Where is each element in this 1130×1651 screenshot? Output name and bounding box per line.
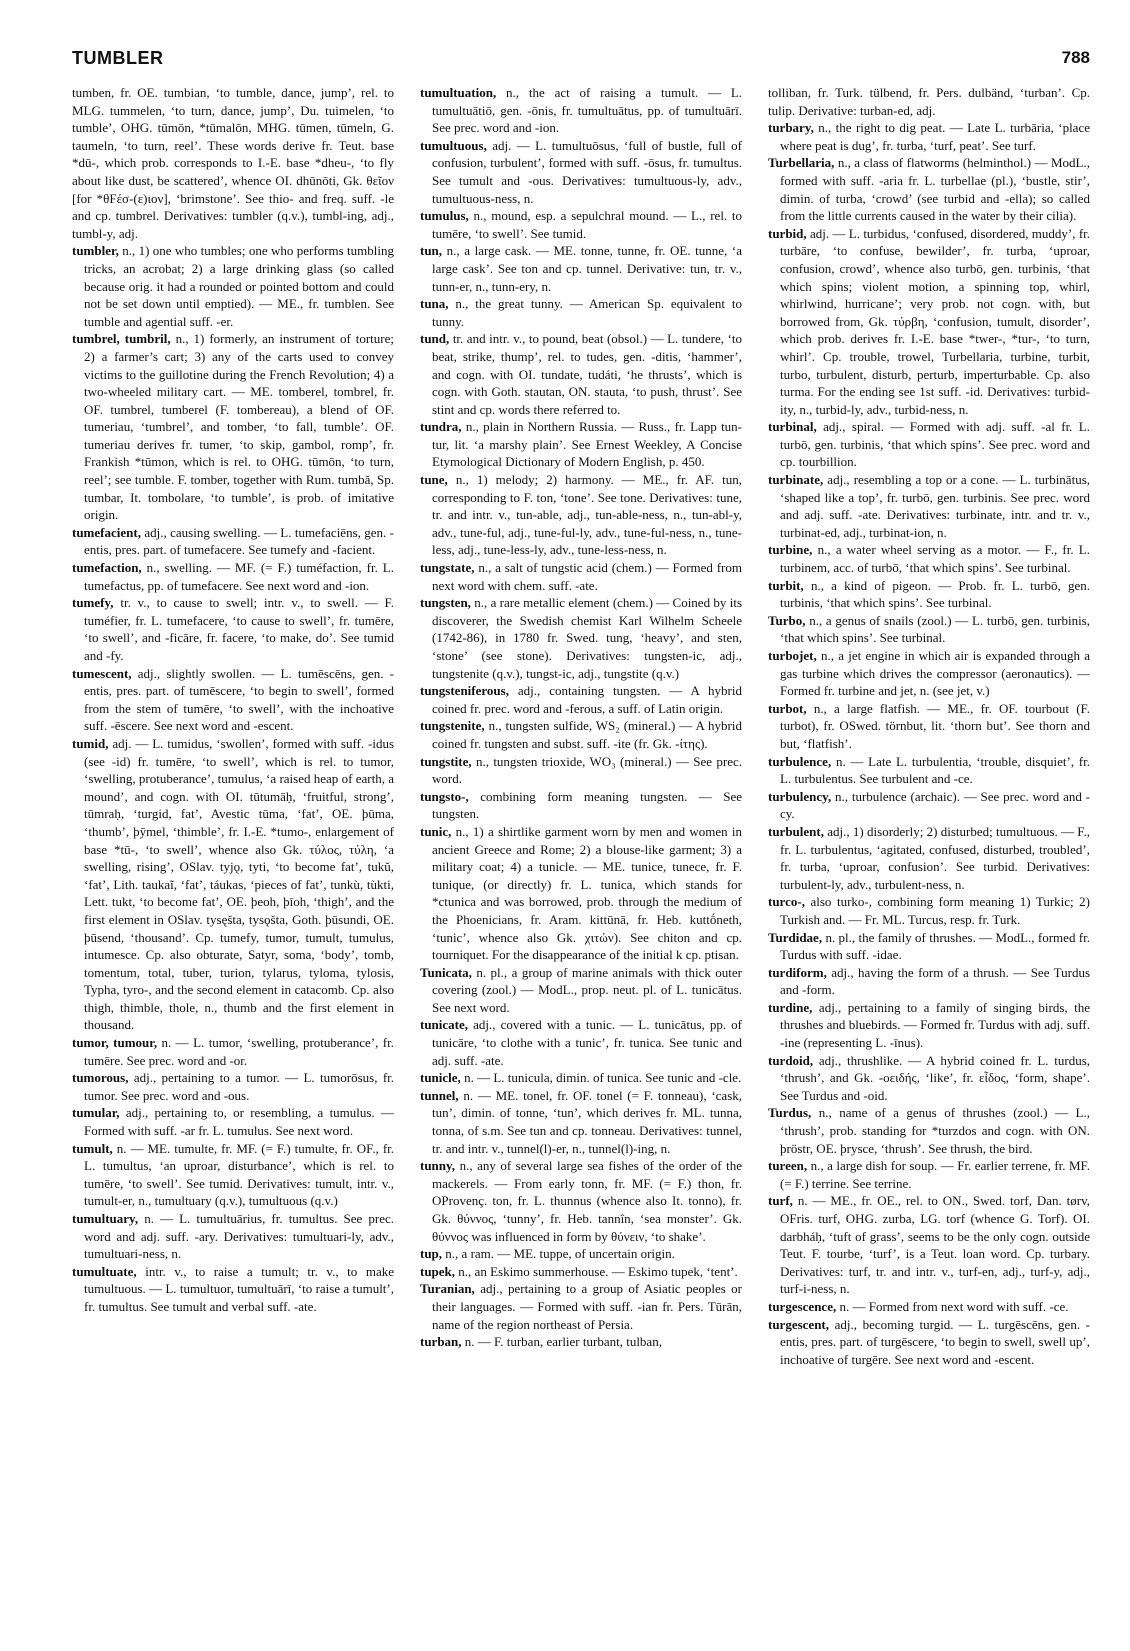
dictionary-entry (72, 1210, 394, 1263)
dictionary-entry (420, 594, 742, 682)
dictionary-entry (768, 1192, 1090, 1298)
entry-text: adj., causing swelling. — L. tumefaciēns, gen. -entis, pres. part. of tumefacere. See tumefy and -facient. (84, 524, 394, 558)
entry-headword: tumult, (72, 1140, 113, 1156)
entry-headword: tumid, (72, 735, 109, 751)
entry-headword: tunicate, (420, 1017, 469, 1033)
entry-headword: tunnel, (420, 1087, 459, 1103)
entry-text: n. pl., a group of marine animals with thick outer covering (zool.) — ModL., prop. neut. pl. of L. tunicātus. See next word. (432, 964, 742, 1015)
entry-headword: tumulus, (420, 208, 469, 224)
entry-headword: turco-, (768, 894, 805, 910)
entry-text: n., an Eskimo summerhouse. — Eskimo tupek, ‘tent’. (458, 1263, 738, 1279)
dictionary-entry (768, 999, 1090, 1052)
dictionary-entry (768, 541, 1090, 576)
entry-headword: turbit, (768, 577, 804, 593)
entry-text: adj. — L. tumidus, ‘swollen’, formed with suff. -idus (see -id) fr. tumēre, ‘to swell’, which is rel. to tumor, ‘swelling, protuberance’, tumulus, ‘a raised heap of earth, a mound’, and cogn. with OI. tūtumāḥ, ‘fruitful, strong’, tūmraḥ, ‘turgid, fat’, Avestic tūma, ‘fat’, OE. þūma, ‘thumb’, þȳmel, ‘thimble’, fr. I.-E. *tumo-, enlargement of base *tū-, ‘to swell’, whence also Gk. τύλος, τύλη, ‘a swelling, rising’, OSlav. tyjǫ, tyti, ‘to become fat’, tukŭ, ‘fat’, Lith. taukaĩ, ‘fat’, táukas, ‘pieces of fat’, tunkù, tùkti, Lett. tukt, ‘to become fat’, OE. þeoh, þīoh, ‘thigh’, and the first element in OSlav. tysęšta, tysǫšta, Goth. þūsundi, OE. þūsend, ‘thousand’. Cp. tumefy, tumor, tumult, tumulus, intumesce. Cp. also obturate, Satyr, soma, ‘body’, tomb, tomentum, total, tuber, turion, tylarus, tyloma, tylosis, Typha, tyro-, and the second element in catacomb. Cp. also thigh, thimble, thole, n., thumb and the first element in thousand. (84, 735, 394, 1033)
entry-headword: tumefaction, (72, 560, 142, 576)
entry-headword: turf, (768, 1193, 793, 1209)
entry-text: n., a large dish for soup. — Fr. earlier terrene, fr. MF. (= F.) terrine. See terrine. (780, 1158, 1090, 1191)
column-middle (420, 84, 742, 1644)
entry-headword: Turbellaria, (768, 155, 835, 171)
entry-headword: tumescent, (72, 665, 132, 681)
entry-text: adj., containing tungsten. — A hybrid coined fr. prec. word and -ferous, a suff. of Latin origin. (432, 683, 742, 716)
entry-text: n., mound, esp. a sepulchral mound. — L., rel. to tumēre, ‘to swell’. See tumid. (432, 208, 742, 241)
entry-text: n., 1) melody; 2) harmony. — ME., fr. AF. tun, corresponding to F. ton, ‘tone’. See tone. Derivatives: tune, tr. and intr. v., tun-able, adj., tun-able-ness, n., tun-abl-y, adv., tune-ful, adj., tune-ful-ly, adv., tune-ful-ness, n., tune-less, adj., tune-less-ly, adv., tune-less-ness, n. (432, 472, 742, 558)
entry-headword: tumultuate, (72, 1263, 137, 1279)
dictionary-entry (768, 154, 1090, 224)
entry-text: n. — Late L. turbulentia, ‘trouble, disquiet’, fr. L. turbulentus. See turbulent and -ce. (780, 753, 1090, 787)
entry-headword: tuna, (420, 296, 449, 312)
dictionary-entry (72, 330, 394, 524)
dictionary-entry (768, 1052, 1090, 1105)
entry-text: combining form meaning tungsten. — See tungsten. (432, 788, 742, 822)
entry-headword: tup, (420, 1246, 443, 1262)
entry-headword: Turanian, (420, 1281, 475, 1297)
page-number: 788 (1061, 48, 1090, 67)
entry-headword: tumor, tumour, (72, 1035, 158, 1051)
entry-headword: turdine, (768, 999, 813, 1015)
dictionary-entry (420, 788, 742, 823)
entry-text: n., a salt of tungstic acid (chem.) — Formed from next word with chem. suff. -ate. (432, 560, 742, 593)
dictionary-entry (420, 418, 742, 471)
entry-headword: tungstite, (420, 753, 472, 769)
entry-text: n., turbulence (archaic). — See prec. word and -cy. (780, 788, 1090, 822)
entry-text: n. — L. tumor, ‘swelling, protuberance’, fr. tumēre. See prec. word and -or. (84, 1035, 394, 1068)
entry-text: n. — F. turban, earlier turbant, tulban, (464, 1334, 662, 1350)
entry-text: adj., pertaining to a family of singing birds, the thrushes and bluebirds. — Formed fr. Turdus with adj. suff. -ine (representing L. -īnus). (780, 999, 1090, 1051)
entry-headword: Tunicata, (420, 964, 472, 980)
dictionary-entry (420, 1069, 742, 1087)
dictionary-entry (72, 524, 394, 559)
entry-text: n., any of several large sea fishes of the order of the mackerels. — From early tonn, fr. MF. (= F.) thon, fr. OProvenç. ton, fr. L. thunnus (whence also It. tonno), fr. Gk. θύννος, ‘tunny’, fr. Heb. tannîn, ‘sea monster’. Gk. θύννος was influenced in form by θύνειν, ‘to shake’. (432, 1158, 742, 1244)
dictionary-entry (768, 788, 1090, 823)
dictionary-entry (420, 137, 742, 207)
entry-text: n. — Formed from next word with suff. -ce. (839, 1298, 1069, 1314)
entry-text: n., the right to dig peat. — Late L. turbāria, ‘place where peat is dug’, fr. turba, ‘turf, peat’. See turf. (780, 120, 1090, 153)
dictionary-entry (72, 84, 394, 242)
entry-text: adj., resembling a top or a cone. — L. turbinātus, ‘shaped like a top’, fr. turbō, gen. turbinis. See prec. word and adj. suff. -ate. Derivatives: turbinate, intr. and tr. v., turbinat-ed, adj., turbinat-ion, n. (780, 472, 1090, 540)
dictionary-entry (420, 717, 742, 752)
entry-headword: tunny, (420, 1158, 456, 1174)
entry-text: n., a large flatfish. — ME., fr. OF. tourbout (F. turbot), fr. OSwed. törnbut, lit. ‘thorn but’. See thorn and but, ‘flatfish’. (780, 700, 1090, 751)
entry-text: adj., having the form of a thrush. — See Turdus and -form. (780, 964, 1090, 998)
entry-headword: tunic, (420, 823, 452, 839)
entry-headword: turbary, (768, 120, 814, 136)
entry-headword: tun, (420, 243, 443, 259)
dictionary-entry (420, 682, 742, 717)
entry-text: intr. v., to raise a tumult; tr. v., to make tumultuous. — L. tumultuor, tumultuārī, ‘to raise a tumult’, fr. tumultus. See tumult and verbal suff. -ate. (84, 1263, 394, 1314)
dictionary-entry (72, 559, 394, 594)
running-head: TUMBLER (72, 48, 164, 68)
entry-headword: tundra, (420, 419, 462, 435)
dictionary-entry (768, 418, 1090, 471)
dictionary-entry (72, 1069, 394, 1104)
entry-text: n. — ME. tumulte, fr. MF. (= F.) tumulte, fr. OF., fr. L. tumultus, ‘an uproar, disturbance’, which is rel. to tumēre, ‘to swell’. See tumid. Derivatives: tumult, intr. v., tumult-er, n., tumultuary (q.v.), tumultuous (q.v.) (84, 1140, 394, 1209)
entry-headword: turbulence, (768, 753, 832, 769)
dictionary-entry (768, 647, 1090, 700)
dictionary-entry (768, 225, 1090, 419)
entry-text: also turko-, combining form meaning 1) Turkic; 2) Turkish and. — Fr. ML. Turcus, resp. fr. Turk. (780, 894, 1090, 927)
dictionary-entry (72, 1263, 394, 1316)
dictionary-entry (768, 823, 1090, 893)
entry-headword: tumorous, (72, 1070, 129, 1086)
entry-text: n. — ME., fr. OE., rel. to ON., Swed. torf, Dan. tørv, OFris. turf, OHG. zurba, LG. torf (whence G. Torf). OI. darbháḥ, ‘tuft of grass’, seems to be the only cogn. outside Teut. F. tourbe, ‘turf’, is a Teut. loan word. Cp. turbary. Derivatives: turf, tr. and intr. v., turf-en, adj., turf-y, adj., turf-i-ness, n. (780, 1193, 1090, 1297)
entry-text: n., the act of raising a tumult. — L. tumultuātiō, gen. -ōnis, fr. tumultuātus, pp. of tumultuārī. See prec. word and -ion. (432, 85, 742, 136)
dictionary-entry (420, 823, 742, 964)
entry-text: n., a class of flatworms (helminthol.) — ModL., formed with suff. -aria fr. L. turbellae (pl.), ‘bustle, stir’, dimin. of turba, ‘crowd’ (see turbid and -ella); so called from the little currents caused in the water by their cilia). (780, 155, 1090, 224)
entry-headword: tungsten, (420, 595, 471, 611)
entry-headword: tumultuation, (420, 85, 497, 100)
entry-headword: tunicle, (420, 1070, 461, 1086)
entry-text: n. — L. tunicula, dimin. of tunica. See tunic and -cle. (464, 1070, 742, 1086)
dictionary-entry (420, 1087, 742, 1157)
dictionary-entry (420, 1016, 742, 1069)
entry-headword: Turbo, (768, 612, 806, 628)
entry-text: n., a rare metallic element (chem.) — Coined by its discoverer, the Swedish chemist Karl Wilhelm Scheele (1742-86), in 1780 fr. Swed. tung, ‘heavy’, and sten, ‘stone’ (see stone). Derivatives: tungsten-ic, adj., tungstenite (q.v.), tungst-ic, adj., tungstite (q.v.) (432, 595, 742, 681)
entry-headword: turdoid, (768, 1052, 814, 1068)
entry-text: n., 1) a shirtlike garment worn by men and women in ancient Greece and Rome; 2) a blouse-like garment; 3) a military coat; 4) a tunicle. — ME. tunice, tunece, fr. F. tunique, (or directly) fr. L. tunica, which stands for *ctunica and was borrowed, prob. through the medium of the Phoenicians, fr. Aram. kittūnā, fr. Heb. kuttṓneth, ‘tunic’, whence also Gk. χιτών). See chiton and cp. tourniquet. For the disappearance of the initial k cp. ptisan. (432, 823, 742, 963)
entry-headword: turbinate, (768, 472, 824, 488)
dictionary-entry (768, 893, 1090, 928)
dictionary-entry (768, 471, 1090, 541)
entry-headword: turbine, (768, 542, 813, 558)
entry-text: n., a jet engine in which air is expanded through a gas turbine which drives the compressor (aeronautics). — Formed fr. turbine and jet, n. (see jet, v.) (780, 648, 1090, 699)
page-header (72, 48, 1090, 74)
entry-text: adj., 1) disorderly; 2) disturbed; tumultuous. — F., fr. L. turbulentus, ‘agitated, confused, disturbed, troubled’, fr. turba, ‘uproar, confusion’. See turbid. Derivatives: turbulent-ly, adv., turbulent-ness, n. (780, 823, 1090, 892)
entry-text: tumben, fr. OE. tumbian, ‘to tumble, dance, jump’, rel. to MLG. tummelen, ‘to turn, dance, jump’, Du. tuimelen, ‘to tumble’, OHG. tūmōn, *tūmalōn, MHG. tūmen, tūmeln, G. taumeln, ‘to turn, reel’. These words derive fr. Teut. base *dū-, which prob. corresponds to I.-E. base *dheu-, ‘to fly about like dust, be scattered’, whence OI. dhūnōti, Gk. θεῖον [for *θϜέσ-(ε)ιον], ‘brimstone’. See thio- and freq. suff. -le and cp. tumbrel. Derivatives: tumbler (q.v.), tumbl-ing, adj., tumbl-y, adj. (72, 85, 394, 241)
entry-headword: turbid, (768, 225, 807, 241)
entry-text: n., 1) formerly, an instrument of torture; 2) a farmer’s cart; 3) any of the carts used to convey victims to the guillotine during the French Revolution; 4) a two-wheeled military cart. — ME. tomberel, tombrel, fr. OF. tumbrel, tumberel (F. tombereau), a blend of OF. tumeriau, ‘tumbrel’, and tomber, ‘to fall, tumble’. OF. tumeriau derives fr. tumer, ‘to skip, gambol, romp’, fr. Frankish *tūmon, which is rel. to OHG. tūmōn, ‘to turn, reel’; see tumble. F. tomber, together with Rum. tumbă, Sp. tumbar, It. tombolare, ‘to tumble’, is prob. of imitative origin. (84, 331, 394, 523)
entry-text: adj., covered with a tunic. — L. tunicātus, pp. of tunicāre, ‘to clothe with a tunic’, fr. tunica. See tunic and adj. suff. -ate. (432, 1017, 742, 1068)
entry-text: n., a ram. — ME. tuppe, of uncertain origin. (445, 1246, 675, 1262)
entry-headword: tumbrel, tumbril, (72, 331, 171, 347)
dictionary-entry (768, 84, 1090, 119)
entry-text: n., tungsten trioxide, WO₃ (mineral.) — See prec. word. (432, 753, 742, 787)
entry-headword: turgescence, (768, 1298, 837, 1314)
entry-headword: Turdidae, (768, 929, 823, 945)
entry-headword: tupek, (420, 1263, 456, 1279)
column-left (72, 84, 394, 1644)
entry-text: n., plain in Northern Russia. — Russ., fr. Lapp tun-tur, lit. ‘a marshy plain’. See Ernest Weekley, A Concise Etymological Dictionary of Modern English, p. 450. (432, 419, 742, 470)
dictionary-entry (420, 1157, 742, 1245)
dictionary-entry (420, 1245, 742, 1263)
entry-headword: tungsteniferous, (420, 683, 509, 699)
dictionary-entry (420, 471, 742, 559)
dictionary-entry (72, 735, 394, 1034)
dictionary-entry (420, 207, 742, 242)
entry-text: tolliban, fr. Turk. tülbend, fr. Pers. dulbänd, ‘turban’. Cp. tulip. Derivative: turban-ed, adj. (768, 85, 1090, 118)
entry-text: n., a large cask. — ME. tonne, tunne, fr. OE. tunne, ‘a large cask’. See ton and cp. tunnel. Derivative: tun, tr. v., tunn-er, n., tunn-ery, n. (432, 243, 742, 294)
dictionary-entry (420, 242, 742, 295)
entry-headword: tungstate, (420, 560, 475, 576)
columns (72, 84, 1090, 1644)
dictionary-entry (768, 1316, 1090, 1369)
entry-text: adj., becoming turgid. — L. turgēscēns, gen. -entis, pres. part. of turgēscere, ‘to begin to swell, swell up’, inchoative of turgēre. See next word and -escent. (780, 1316, 1090, 1367)
dictionary-entry (420, 295, 742, 330)
entry-headword: turgescent, (768, 1316, 830, 1332)
entry-text: n. — ME. tonel, fr. OF. tonel (= F. tonneau), ‘cask, tun’, dimin. of tonne, ‘tun’, which derives fr. ML. tunna, tonna, of s.m. See tun and cp. tonneau. Derivatives: tunnel, tr. and intr. v., tunnel(l)-er, n., tunnel(l)-ing, n. (432, 1087, 742, 1156)
dictionary-entry (72, 1104, 394, 1139)
entry-text: adj., slightly swollen. — L. tumēscēns, gen. -entis, pres. part. of tumēscere, ‘to begin to swell’, formed from the stem of tumēre, ‘to swell’, with the inchoative suff. -ēscere. See next word and -escent. (84, 665, 394, 734)
entry-headword: turdiform, (768, 964, 827, 980)
entry-headword: tumultuary, (72, 1211, 139, 1226)
entry-headword: turbinal, (768, 419, 817, 435)
dictionary-entry (768, 577, 1090, 612)
entry-text: n., tungsten sulfide, WS₂ (mineral.) — A hybrid coined fr. tungsten and subst. suff. -ite (fr. Gk. -ίτης). (432, 718, 742, 751)
entry-text: adj. — L. turbidus, ‘confused, disordered, muddy’, fr. turbāre, ‘to confuse, bewilder’, fr. turba, ‘uproar, confusion, crowd’, whence also turbō, gen. turbinis, ‘that which spins; violent motion, a spinning top, whirl, whirlwind, hurricane’; very prob. not cogn. with, but borrowed from, Gk. τύρβη, ‘confusion, tumult, disorder’, which prob. derives fr. I.-E. base *twer-, *tur-, ‘to turn, whirl’. Cp. trouble, trowel, Turbellaria, turbine, turbit, turbo, turbulent, disturb, perturb, imperturbable. Cp. also turma. For the ending see 1st suff. -id. Derivatives: turbid-ity, n., turbid-ly, adv., turbid-ness, n. (780, 225, 1090, 417)
entry-headword: tungsto-, (420, 788, 469, 804)
entry-headword: tumbler, (72, 243, 119, 259)
entry-text: n. — L. tumultuārius, fr. tumultus. See prec. word and adj. suff. -ary. Derivatives: tumultuari-ly, adv., tumultuari-ness, n. (84, 1211, 394, 1262)
entry-text: tr. and intr. v., to pound, beat (obsol.) — L. tundere, ‘to beat, strike, thump’, rel. to tudes, gen. -ditis, ‘hammer’, and cogn. with OI. tundate, tudáti, ‘he thrusts’, which is cogn. with Goth. stautan, ON. stauta, ‘to push, thrust’. See stint and cp. words there referred to. (432, 331, 742, 417)
dictionary-entry (72, 242, 394, 330)
entry-text: adj. — L. tumultuōsus, ‘full of bustle, full of confusion, turbulent’, formed with suff. -ōsus, fr. tumultus. See tumult and -ous. Derivatives: tumultuous-ly, adv., tumultuous-ness, n. (432, 137, 742, 206)
entry-text: n., swelling. — MF. (= F.) tuméfaction, fr. L. tumefactus, pp. of tumefacere. See next word and -ion. (84, 560, 394, 593)
dictionary-entry (420, 964, 742, 1017)
entry-headword: tureen, (768, 1158, 808, 1174)
entry-headword: turbulent, (768, 823, 824, 839)
entry-headword: turbot, (768, 700, 807, 716)
entry-headword: tune, (420, 472, 448, 488)
entry-text: n., a water wheel serving as a motor. — F., fr. L. turbinem, acc. of turbō, ‘that which spins’. See turbinal. (780, 542, 1090, 576)
dictionary-entry (768, 612, 1090, 647)
dictionary-entry (420, 1263, 742, 1281)
dictionary-entry (420, 1280, 742, 1333)
entry-text: adj., thrushlike. — A hybrid coined fr. L. turdus, ‘thrush’, and Gk. -οειδής, ‘like’, fr. εἶδος, ‘form, shape’. See Turdus and -oid. (780, 1052, 1090, 1103)
entry-headword: tumular, (72, 1105, 120, 1121)
entry-text: n. pl., the family of thrushes. — ModL., formed fr. Turdus with suff. -idae. (780, 929, 1090, 963)
dictionary-entry (768, 1104, 1090, 1157)
entry-headword: turbulency, (768, 788, 832, 804)
dictionary-entry (420, 1333, 742, 1351)
entry-text: adj., pertaining to a group of Asiatic peoples or their languages. — Formed with suff. -ian fr. Pers. Tūrān, name of the region northeast of Persia. (432, 1281, 742, 1332)
dictionary-entry (420, 330, 742, 418)
dictionary-entry (768, 964, 1090, 999)
dictionary-entry (72, 594, 394, 664)
entry-headword: tumefy, (72, 595, 114, 611)
entry-headword: tumultuous, (420, 137, 487, 153)
entry-text: adj., pertaining to, or resembling, a tumulus. — Formed with suff. -ar fr. L. tumulus. See next word. (84, 1105, 394, 1139)
entry-headword: tund, (420, 331, 450, 347)
dictionary-entry (72, 665, 394, 735)
dictionary-entry (420, 559, 742, 594)
dictionary-entry (420, 753, 742, 788)
dictionary-entry (420, 84, 742, 137)
dictionary-entry (768, 929, 1090, 964)
entry-text: n., the great tunny. — American Sp. equivalent to tunny. (432, 296, 742, 329)
entry-headword: Turdus, (768, 1105, 812, 1121)
dictionary-entry (768, 1157, 1090, 1192)
entry-text: n., a kind of pigeon. — Prob. fr. L. turbō, gen. turbinis, ‘that which spins’. See turbinal. (780, 577, 1090, 611)
dictionary-entry (72, 1034, 394, 1069)
entry-text: adj., spiral. — Formed with adj. suff. -al fr. L. turbō, gen. turbinis, ‘that which spins’. See prec. word and cp. tourbillion. (780, 419, 1090, 470)
entry-headword: tumefacient, (72, 524, 141, 540)
entry-text: n., name of a genus of thrushes (zool.) — L., ‘thrush’, prob. standing for *turzdos and cogn. with ON. þröstr, OE. þrysce, ‘thrush’. See thrush, the bird. (780, 1105, 1090, 1156)
dictionary-entry (72, 1140, 394, 1210)
dictionary-entry (768, 700, 1090, 753)
dictionary-entry (768, 119, 1090, 154)
entry-text: tr. v., to cause to swell; intr. v., to swell. — F. tuméfier, fr. L. tumefacere, ‘to cause to swell’, fr. tumēre, ‘to swell’, and -ficāre, fr. facere, ‘to make, do’. See tumid and -fy. (84, 595, 394, 663)
entry-text: n., a genus of snails (zool.) — L. turbō, gen. turbinis, ‘that which spins’. See turbinal. (780, 612, 1090, 646)
entry-headword: tungstenite, (420, 718, 485, 734)
entry-text: n., 1) one who tumbles; one who performs tumbling tricks, an acrobat; 2) a large drinking glass (so called because orig. it had a rounded or pointed bottom and could not be set down until emptied). — ME., fr. tumblen. See tumble and agential suff. -er. (84, 243, 394, 329)
entry-headword: turbojet, (768, 648, 817, 663)
dictionary-entry (768, 753, 1090, 788)
entry-text: adj., pertaining to a tumor. — L. tumorōsus, fr. tumor. See prec. word and -ous. (84, 1070, 394, 1103)
column-right (768, 84, 1090, 1644)
entry-headword: turban, (420, 1334, 462, 1350)
dictionary-entry (768, 1298, 1090, 1316)
